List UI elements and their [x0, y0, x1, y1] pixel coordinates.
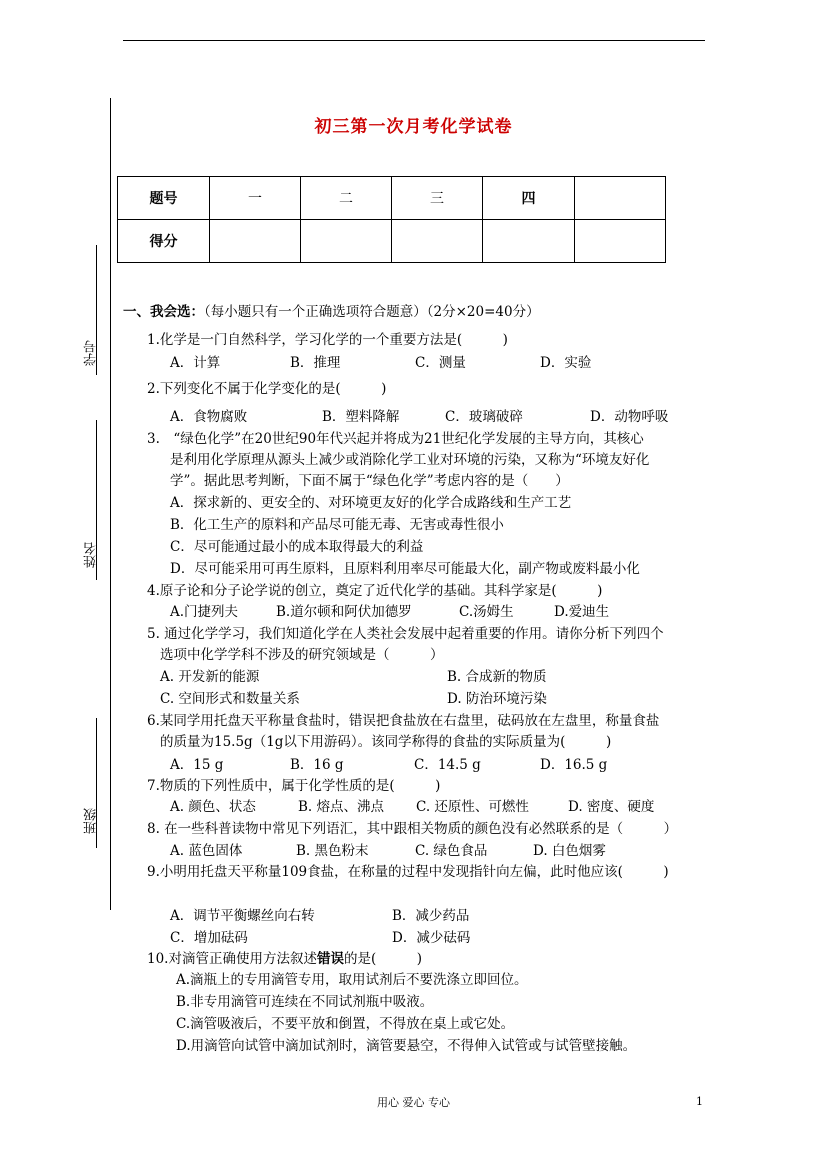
binding-line	[110, 98, 111, 910]
option: B．16 g	[290, 757, 344, 773]
score-table	[117, 176, 666, 263]
option: C．尽可能通过最小的成本取得最大的利益	[170, 539, 424, 555]
section-title: 一、我会选：	[123, 304, 204, 320]
question-5: 5. 通过化学学习，我们知道化学在人类社会发展中起着重要的作用。请你分析下列四个	[147, 626, 664, 642]
question-1: 1.化学是一门自然科学，学习化学的一个重要方法是( )	[147, 332, 508, 348]
question-text: 学”。据此思考判断，下面不属于“绿色化学”考虑内容的是（ ）	[170, 473, 569, 489]
question-9: 9.小明用托盘天平称量109食盐，在称量的过程中发现指针向左偏，此时他应该( )	[147, 864, 669, 880]
student-no-label: 学号	[84, 340, 99, 366]
option: B. 熔点、沸点	[298, 799, 385, 815]
option: B．减少药品	[392, 908, 470, 924]
table-cell: 三	[392, 177, 483, 220]
table-cell: 题号	[118, 177, 210, 220]
option: B.道尔顿和阿伏加德罗	[276, 604, 412, 620]
option: A．调节平衡螺丝向右转	[170, 908, 315, 924]
option: C.滴管吸液后，不要平放和倒置，不得放在桌上或它处。	[176, 1016, 515, 1032]
option: B. 合成新的物质	[447, 669, 547, 685]
option: C. 空间形式和数量关系	[160, 691, 300, 707]
section-heading	[123, 303, 540, 321]
option: D．实验	[540, 355, 592, 371]
option: A．15 g	[170, 757, 224, 773]
option: C．14.5 g	[414, 757, 481, 773]
score-input-cell[interactable]	[210, 220, 301, 263]
section-note: （每小题只有一个正确选项符合题意）（2分×20=40分）	[204, 304, 540, 320]
option: C．增加砝码	[170, 930, 248, 946]
class-label: 班级	[84, 808, 99, 834]
table-cell	[575, 177, 666, 220]
option: D. 白色烟雾	[533, 843, 606, 859]
table-cell: 得分	[118, 220, 210, 263]
table-cell: 二	[301, 177, 392, 220]
score-input-cell[interactable]	[575, 220, 666, 263]
question-text: 选项中化学学科不涉及的研究领域是（ ）	[160, 647, 444, 663]
question-4: 4.原子论和分子论学说的创立，奠定了近代化学的基础。其科学家是( )	[147, 583, 603, 599]
question-7: 7.物质的下列性质中，属于化学性质的是( )	[147, 778, 441, 794]
table-cell: 四	[483, 177, 575, 220]
option: D.爱迪生	[554, 604, 610, 620]
option: D．动物呼吸	[590, 409, 669, 425]
option: B. 黑色粉末	[296, 843, 369, 859]
option: D．减少砝码	[392, 930, 471, 946]
option: A. 开发新的能源	[160, 669, 260, 685]
question-2: 2.下列变化不属于化学变化的是( )	[147, 381, 387, 397]
page-title: 初三第一次月考化学试卷	[314, 117, 513, 137]
emphasis-text: 错误	[316, 951, 344, 967]
question-6: 6.某同学用托盘天平称量食盐时，错误把食盐放在右盘里，砝码放在左盘里，称量食盐	[147, 713, 660, 729]
question-text: 的质量为15.5g（1g以下用游码）。该同学称得的食盐的实际质量为( )	[160, 734, 612, 750]
option: A．计算	[170, 355, 221, 371]
option: A. 蓝色固体	[170, 843, 243, 859]
option: B.非专用滴管可连续在不同试剂瓶中吸液。	[176, 994, 434, 1010]
question-text: 10.对滴管正确使用方法叙述	[147, 951, 317, 967]
header-rule	[123, 40, 705, 41]
option: C．测量	[415, 355, 466, 371]
question-text: 是利用化学原理从源头上减少或消除化学工业对环境的污染，又称为“环境友好化	[170, 452, 650, 468]
option: B．推理	[290, 355, 341, 371]
question-10	[147, 950, 422, 968]
option: C. 绿色食品	[415, 843, 488, 859]
score-input-cell[interactable]	[301, 220, 392, 263]
option: C. 还原性、可燃性	[416, 799, 529, 815]
option: C．玻璃破碎	[445, 409, 523, 425]
table-row	[118, 177, 666, 220]
option: B．塑料降解	[322, 409, 400, 425]
option: A.门捷列夫	[170, 604, 239, 620]
option: A.滴瓶上的专用滴管专用，取用试剂后不要洗涤立即回位。	[176, 972, 528, 988]
option: D．16.5 g	[540, 757, 608, 773]
table-row	[118, 220, 666, 263]
question-3: 3. “绿色化学”在20世纪90年代兴起并将成为21世纪化学发展的主导方向，其核心	[147, 431, 644, 447]
option: C.汤姆生	[459, 604, 514, 620]
footer-text: 用心 爱心 专心	[377, 1096, 450, 1109]
option: A．食物腐败	[170, 409, 248, 425]
option: D.用滴管向试管中滴加试剂时，滴管要悬空，不得伸入试管或与试管壁接触。	[176, 1038, 637, 1054]
question-8: 8. 在一些科普读物中常见下列语汇，其中跟相关物质的颜色没有必然联系的是（ ）	[147, 821, 678, 837]
question-text: 的是( )	[343, 951, 423, 967]
option: D．尽可能采用可再生原料，且原料利用率尽可能最大化，副产物或废料最小化	[170, 561, 640, 577]
score-input-cell[interactable]	[392, 220, 483, 263]
option: A. 颜色、状态	[170, 799, 256, 815]
table-cell: 一	[210, 177, 301, 220]
score-input-cell[interactable]	[483, 220, 575, 263]
page-number: 1	[696, 1095, 703, 1108]
option: A．探求新的、更安全的、对环境更友好的化学合成路线和生产工艺	[170, 495, 572, 511]
option: D. 密度、硬度	[568, 799, 655, 815]
option: B．化工生产的原料和产品尽可能无毒、无害或毒性很小	[170, 517, 504, 533]
option: D. 防治环境污染	[447, 691, 547, 707]
name-label: 姓名	[84, 542, 99, 568]
